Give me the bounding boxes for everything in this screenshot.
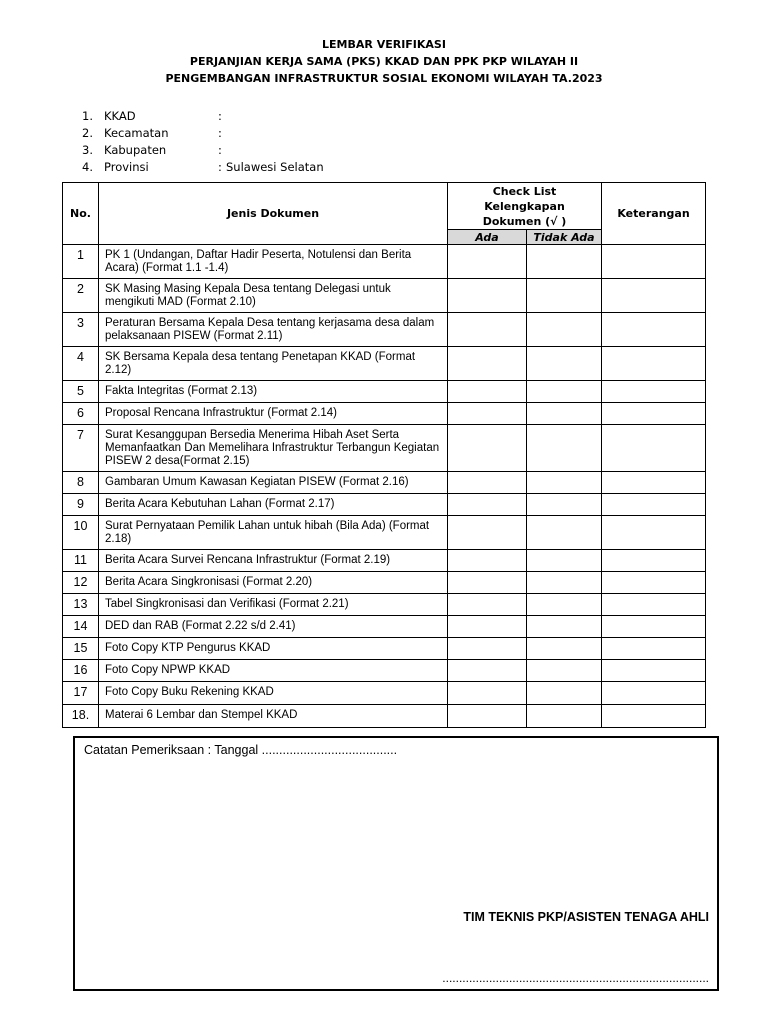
info-number: 3. [82, 143, 93, 157]
document-name: Materai 6 Lembar dan Stempel KKAD [99, 705, 448, 728]
row-number: 2 [63, 279, 99, 313]
column-header-ada: Ada [448, 230, 527, 245]
notes-cell[interactable] [602, 594, 706, 616]
title-line-1: LEMBAR VERIFIKASI [322, 38, 446, 51]
check-tidak-ada-cell[interactable] [527, 682, 602, 705]
notes-cell[interactable] [602, 403, 706, 425]
notes-label: Catatan Pemeriksaan : Tanggal ....................................... [84, 743, 398, 757]
notes-cell[interactable] [602, 516, 706, 550]
document-name: Surat Kesanggupan Bersedia Menerima Hibah Aset Serta Memanfaatkan Dan Memelihara Infrastruktur Terbangun Kegiatan PISEW 2 desa(Format 2.15) [99, 425, 448, 472]
table-row [63, 705, 706, 728]
document-name: Peraturan Bersama Kepala Desa tentang kerjasama desa dalam pelaksanaan PISEW (Format 2.11) [99, 313, 448, 347]
title-line-2: PERJANJIAN KERJA SAMA (PKS) KKAD DAN PPK PKP WILAYAH II [189, 55, 579, 68]
row-number: 6 [63, 403, 99, 425]
row-number: 15 [63, 638, 99, 660]
document-name: DED dan RAB (Format 2.22 s/d 2.41) [99, 616, 448, 638]
row-number: 4 [63, 347, 99, 381]
check-tidak-ada-cell[interactable] [527, 494, 602, 516]
check-ada-cell[interactable] [448, 682, 527, 705]
notes-cell[interactable] [602, 638, 706, 660]
row-number: 7 [63, 425, 99, 472]
table-row [63, 572, 706, 594]
check-ada-cell[interactable] [448, 572, 527, 594]
document-name: Foto Copy Buku Rekening KKAD [99, 682, 448, 705]
column-header-notes: Keterangan [602, 183, 706, 245]
table-row [63, 279, 706, 313]
column-header-document: Jenis Dokumen [99, 183, 448, 245]
info-colon: : [218, 160, 222, 174]
notes-cell[interactable] [602, 472, 706, 494]
title-line-3: PENGEMBANGAN INFRASTRUKTUR SOSIAL EKONOMI WILAYAH TA.2023 [165, 72, 603, 85]
document-name: Proposal Rencana Infrastruktur (Format 2.14) [99, 403, 448, 425]
table-row [63, 550, 706, 572]
check-ada-cell[interactable] [448, 425, 527, 472]
document-name: SK Bersama Kepala desa tentang Penetapan KKAD (Format 2.12) [99, 347, 448, 381]
row-number: 9 [63, 494, 99, 516]
check-ada-cell[interactable] [448, 550, 527, 572]
table-row [63, 403, 706, 425]
check-ada-cell[interactable] [448, 279, 527, 313]
table-row [63, 245, 706, 279]
document-checklist-table [62, 182, 706, 728]
info-label: KKAD [104, 109, 136, 123]
check-tidak-ada-cell[interactable] [527, 313, 602, 347]
table-row [63, 313, 706, 347]
check-tidak-ada-cell[interactable] [527, 403, 602, 425]
table-row [63, 516, 706, 550]
notes-cell[interactable] [602, 313, 706, 347]
document-name: Fakta Integritas (Format 2.13) [99, 381, 448, 403]
check-ada-cell[interactable] [448, 516, 527, 550]
notes-cell[interactable] [602, 572, 706, 594]
info-colon: : [218, 143, 222, 157]
check-tidak-ada-cell[interactable] [527, 347, 602, 381]
document-name: Berita Acara Kebutuhan Lahan (Format 2.17) [99, 494, 448, 516]
column-header-checklist: Check List Kelengkapan Dokumen (√ ) [448, 183, 602, 230]
check-ada-cell[interactable] [448, 638, 527, 660]
row-number: 17 [63, 682, 99, 705]
check-tidak-ada-cell[interactable] [527, 516, 602, 550]
check-tidak-ada-cell[interactable] [527, 638, 602, 660]
inspection-notes-box [73, 736, 719, 991]
document-name: Surat Pernyataan Pemilik Lahan untuk hibah (Bila Ada) (Format 2.18) [99, 516, 448, 550]
check-ada-cell[interactable] [448, 616, 527, 638]
row-number: 18. [63, 705, 99, 728]
info-label: Provinsi [104, 160, 149, 174]
row-number: 5 [63, 381, 99, 403]
table-row [63, 616, 706, 638]
document-name: Foto Copy NPWP KKAD [99, 660, 448, 682]
check-tidak-ada-cell[interactable] [527, 381, 602, 403]
document-name: PK 1 (Undangan, Daftar Hadir Peserta, Notulensi dan Berita Acara) (Format 1.1 -1.4) [99, 245, 448, 279]
check-ada-cell[interactable] [448, 313, 527, 347]
column-header-no: No. [63, 183, 99, 245]
check-tidak-ada-cell[interactable] [527, 705, 602, 728]
table-row [63, 638, 706, 660]
check-ada-cell[interactable] [448, 403, 527, 425]
info-label: Kecamatan [104, 126, 169, 140]
check-ada-cell[interactable] [448, 594, 527, 616]
check-tidak-ada-cell[interactable] [527, 472, 602, 494]
column-header-tidak-ada: Tidak Ada [527, 230, 602, 245]
check-tidak-ada-cell[interactable] [527, 245, 602, 279]
document-name: Tabel Singkronisasi dan Verifikasi (Format 2.21) [99, 594, 448, 616]
check-ada-cell[interactable] [448, 660, 527, 682]
info-label: Kabupaten [104, 143, 167, 157]
info-number: 1. [82, 109, 93, 123]
notes-cell[interactable] [602, 550, 706, 572]
info-colon: : [218, 126, 222, 140]
check-ada-cell[interactable] [448, 472, 527, 494]
notes-cell[interactable] [602, 660, 706, 682]
signature-line: ................................................................................ [442, 971, 709, 985]
table-row [63, 472, 706, 494]
document-name: Foto Copy KTP Pengurus KKAD [99, 638, 448, 660]
check-ada-cell[interactable] [448, 494, 527, 516]
table-row [63, 347, 706, 381]
notes-cell[interactable] [602, 682, 706, 705]
document-name: Berita Acara Survei Rencana Infrastruktur (Format 2.19) [99, 550, 448, 572]
notes-cell[interactable] [602, 705, 706, 728]
check-tidak-ada-cell[interactable] [527, 572, 602, 594]
notes-cell[interactable] [602, 494, 706, 516]
notes-cell[interactable] [602, 279, 706, 313]
table-row [63, 594, 706, 616]
notes-cell[interactable] [602, 245, 706, 279]
info-colon: : [218, 109, 222, 123]
document-name: SK Masing Masing Kepala Desa tentang Delegasi untuk mengikuti MAD (Format 2.10) [99, 279, 448, 313]
row-number: 1 [63, 245, 99, 279]
table-row [63, 425, 706, 472]
check-tidak-ada-cell[interactable] [527, 279, 602, 313]
notes-cell[interactable] [602, 381, 706, 403]
row-number: 8 [63, 472, 99, 494]
row-number: 16 [63, 660, 99, 682]
team-signature-title: TIM TEKNIS PKP/ASISTEN TENAGA AHLI [463, 910, 709, 924]
document-name: Berita Acara Singkronisasi (Format 2.20) [99, 572, 448, 594]
check-ada-cell[interactable] [448, 347, 527, 381]
notes-cell[interactable] [602, 347, 706, 381]
table-row [63, 494, 706, 516]
row-number: 13 [63, 594, 99, 616]
table-row [63, 381, 706, 403]
notes-cell[interactable] [602, 616, 706, 638]
info-number: 4. [82, 160, 93, 174]
check-tidak-ada-cell[interactable] [527, 425, 602, 472]
table-row [63, 660, 706, 682]
check-tidak-ada-cell[interactable] [527, 594, 602, 616]
check-ada-cell[interactable] [448, 245, 527, 279]
row-number: 10 [63, 516, 99, 550]
info-number: 2. [82, 126, 93, 140]
table-row [63, 682, 706, 705]
check-tidak-ada-cell[interactable] [527, 550, 602, 572]
check-ada-cell[interactable] [448, 381, 527, 403]
check-tidak-ada-cell[interactable] [527, 616, 602, 638]
row-number: 3 [63, 313, 99, 347]
check-tidak-ada-cell[interactable] [527, 660, 602, 682]
info-value: Sulawesi Selatan [226, 160, 324, 174]
notes-cell[interactable] [602, 425, 706, 472]
row-number: 14 [63, 616, 99, 638]
row-number: 12 [63, 572, 99, 594]
row-number: 11 [63, 550, 99, 572]
document-name: Gambaran Umum Kawasan Kegiatan PISEW (Format 2.16) [99, 472, 448, 494]
check-ada-cell[interactable] [448, 705, 527, 728]
